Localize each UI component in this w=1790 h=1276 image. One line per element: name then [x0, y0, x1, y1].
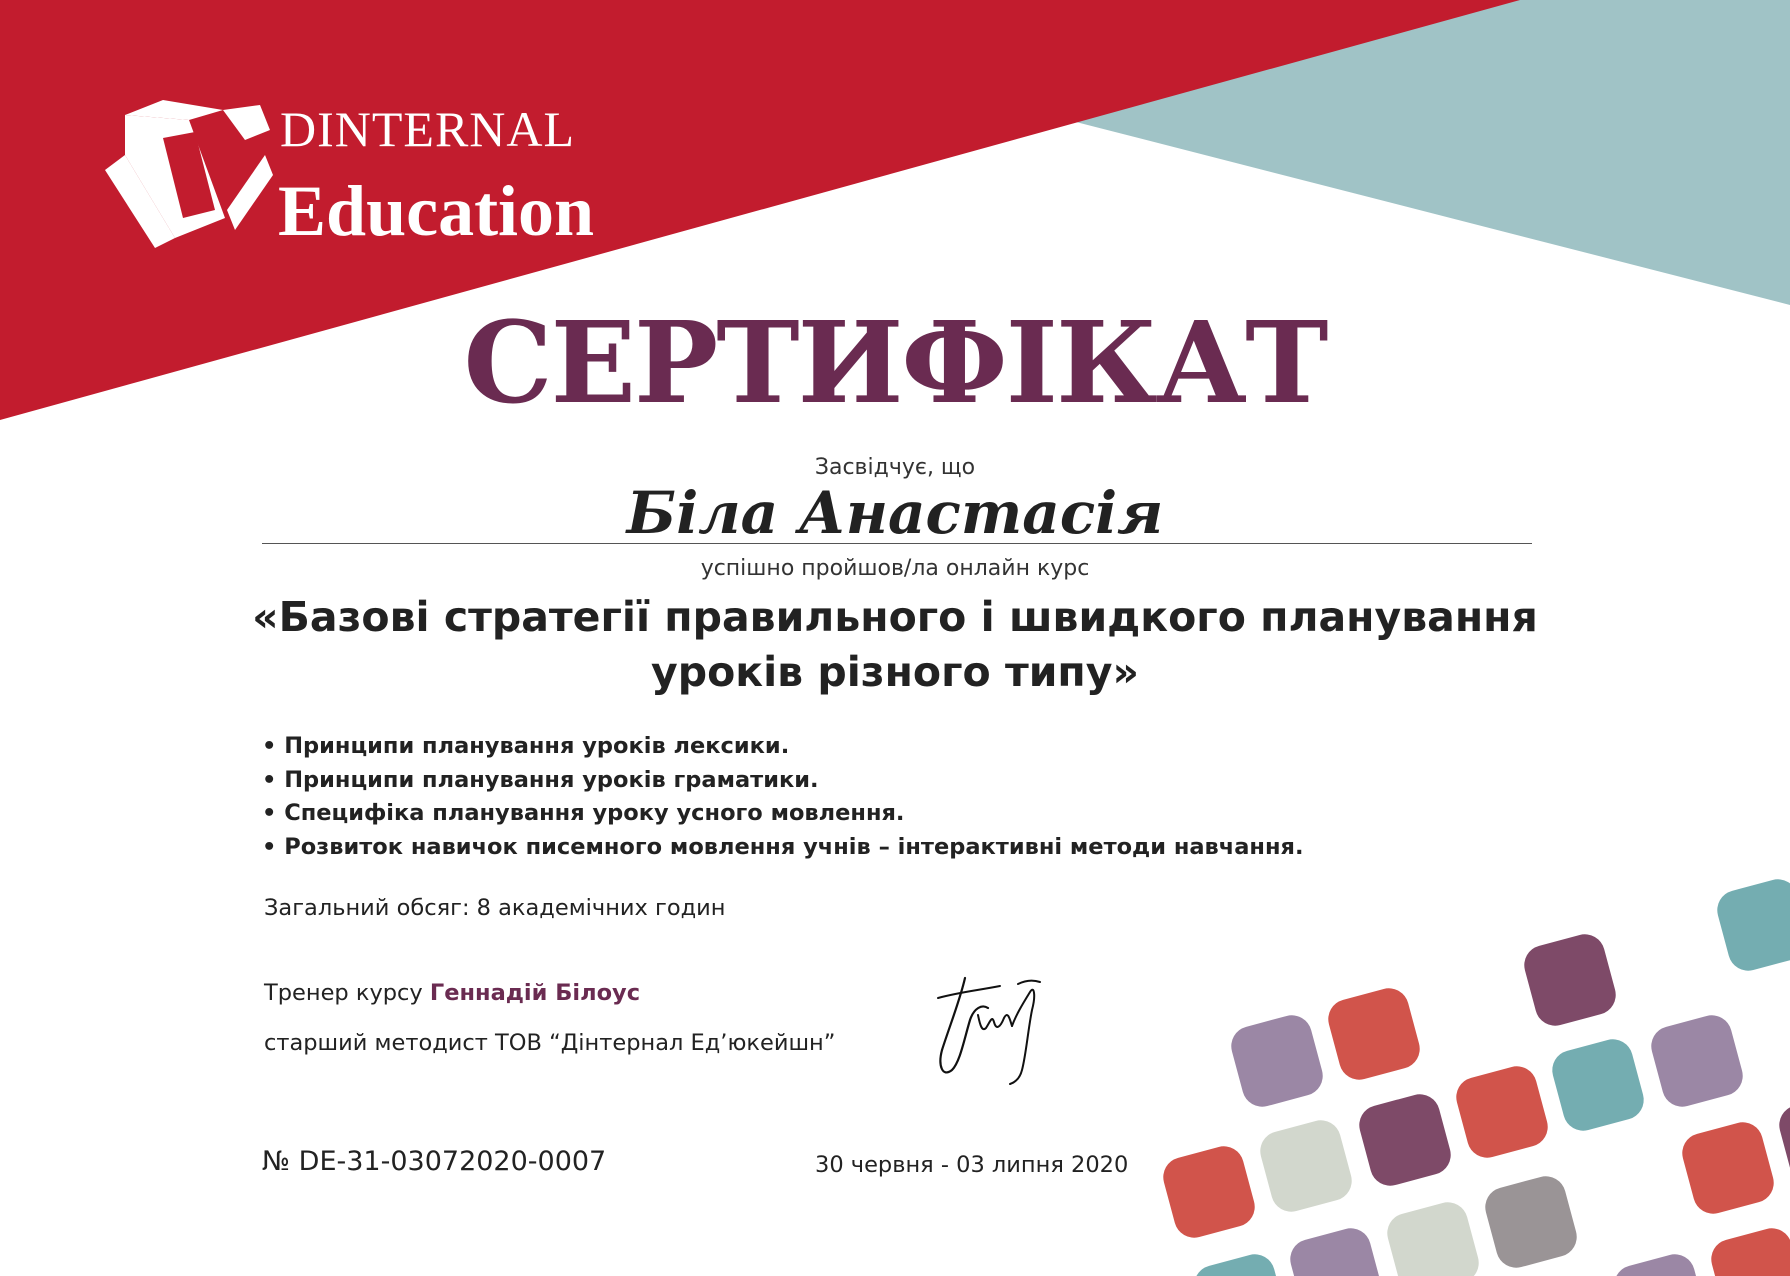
total-hours: Загальний обсяг: 8 академічних годин: [264, 895, 726, 921]
course-title-line1: «Базові стратегії правильного і швидкого планування: [252, 593, 1538, 641]
topic-item: • Специфіка планування уроку усного мовлення.: [262, 800, 905, 826]
course-topics: [262, 730, 1304, 864]
deco-tile: [1548, 1035, 1648, 1135]
topic-item: • Принципи планування уроків граматики.: [262, 766, 819, 793]
brand-name-line1: DINTERNAL: [280, 101, 576, 157]
name-underline: [262, 543, 1532, 544]
trainer-prefix: Тренер курсу: [264, 980, 423, 1006]
completed-text: успішно пройшов/ла онлайн курс: [700, 556, 1090, 581]
certificate-number: № DE-31-03072020-0007: [262, 1146, 607, 1177]
course-title-line2: уроків різного типу»: [651, 648, 1139, 696]
book-icon: [105, 100, 275, 248]
deco-tile: [1678, 1118, 1778, 1218]
deco-tile: [1452, 1062, 1552, 1162]
deco-tile: [1481, 1172, 1581, 1272]
decorative-tiles: [1159, 875, 1790, 1276]
brand-name-line2: Education: [278, 171, 595, 251]
deco-tile: [1383, 1198, 1483, 1276]
deco-tile: [1159, 1142, 1259, 1242]
topic-item: • Розвиток навичок писемного мовлення учнів – інтерактивні методи навчання.: [262, 833, 1304, 860]
deco-tile: [1355, 1090, 1455, 1190]
deco-tile: [1256, 1116, 1356, 1216]
trainer-name: Геннадій Білоус: [429, 980, 641, 1006]
deco-tile: [1324, 984, 1424, 1084]
signature-icon: [930, 970, 1050, 1090]
course-title: [0, 590, 1790, 700]
topic-item: • Принципи планування уроків лексики.: [262, 733, 790, 759]
trainer-position: старший методист ТОВ “Дінтернал Ед’юкейшн”: [264, 1030, 836, 1056]
trainer-line: [264, 980, 640, 1006]
deco-tile: [1707, 1224, 1790, 1276]
deco-tile: [1520, 930, 1620, 1030]
deco-tile: [1190, 1250, 1290, 1276]
deco-tile: [1713, 875, 1790, 975]
deco-tile: [1227, 1011, 1327, 1111]
deco-tile: [1286, 1224, 1386, 1276]
certifies-text: Засвідчує, що: [814, 455, 976, 480]
deco-tile: [1647, 1011, 1747, 1111]
certificate-title: СЕРТИФІКАТ: [463, 298, 1327, 429]
deco-tile: [1775, 1090, 1790, 1190]
recipient-name: Біла Анастасія: [626, 479, 1164, 547]
deco-tile: [1610, 1250, 1710, 1276]
course-dates: 30 червня - 03 липня 2020: [815, 1152, 1129, 1178]
